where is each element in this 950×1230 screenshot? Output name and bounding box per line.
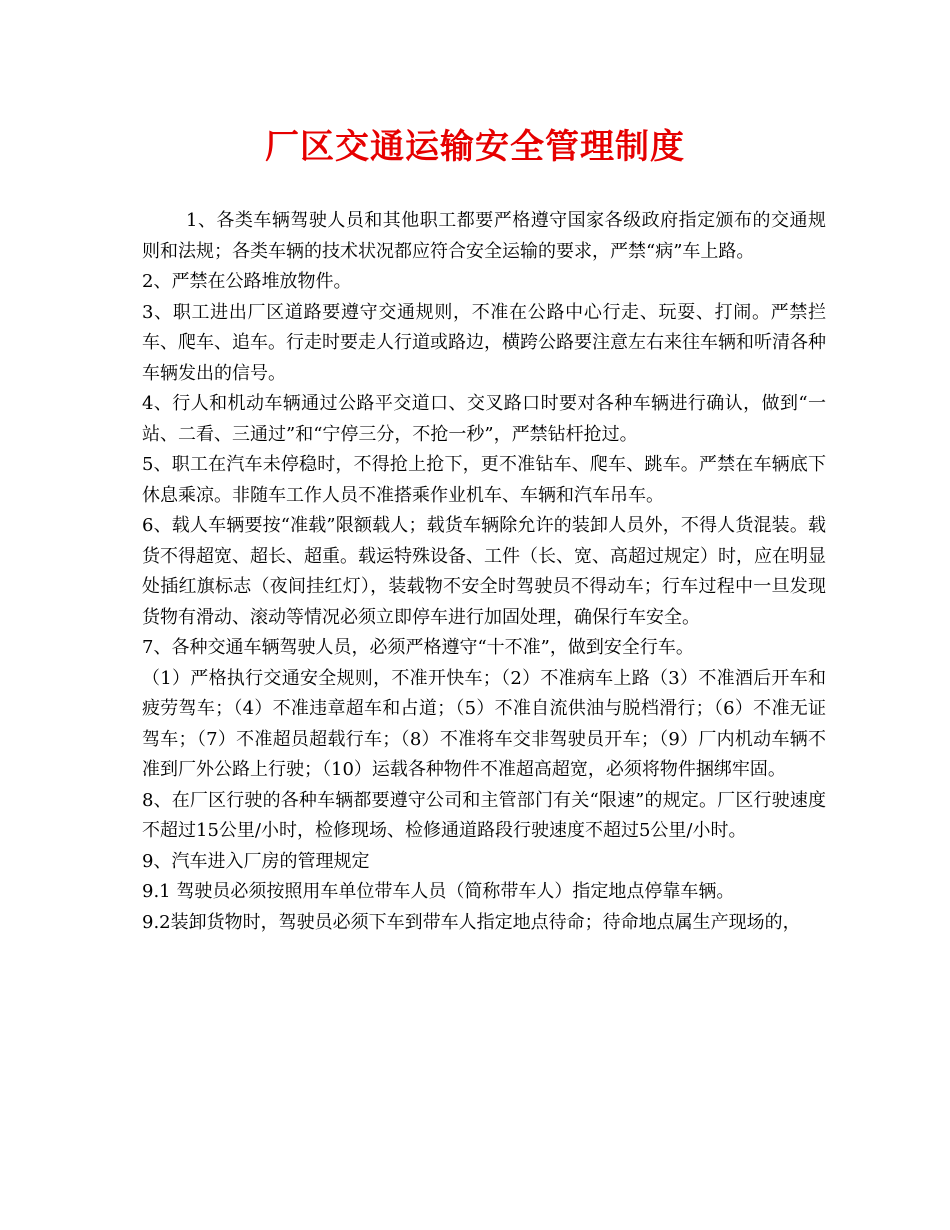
paragraph-5: 5、职工在汽车未停稳时，不得抢上抢下，更不准钻车、爬车、跳车。严禁在车辆底下休息乘凉。非随车工作人员不准搭乘作业机车、车辆和汽车吊车。: [142, 454, 826, 506]
paragraph-1: 1、各类车辆驾驶人员和其他职工都要严格遵守国家各级政府指定颁布的交通规则和法规；各类车辆的技术状况都应符合安全运输的要求，严禁“病”车上路。: [142, 210, 826, 262]
document-title: 厂区交通运输安全管理制度: [265, 127, 685, 167]
paragraph-3: 3、职工进出厂区道路要遵守交通规则，不准在公路中心行走、玩耍、打闹。严禁拦车、爬车、追车。行走时要走人行道或路边，横跨公路要注意左右来往车辆和听清各种车辆发出的信号。: [142, 301, 826, 384]
document-body: [142, 206, 826, 938]
paragraph-9-1: 9.1 驾驶员必须按照用车单位带车人员（简称带车人）指定地点停靠车辆。: [142, 881, 735, 902]
paragraph-7: 7、各种交通车辆驾驶人员，必须严格遵守“十不准”，做到安全行车。: [142, 637, 694, 658]
paragraph-6: 6、载人车辆要按“准载”限额载人；载货车辆除允许的装卸人员外，不得人货混装。载货不得超宽、超长、超重。载运特殊设备、工件（长、宽、高超过规定）时，应在明显处插红旗标志（夜间挂红灯），装载物不安全时驾驶员不得动车；行车过程中一旦发现货物有滑动、滚动等情况必须立即停车进行加固处理，确保行车安全。: [142, 515, 826, 628]
paragraph-9-2: 9.2装卸货物时，驾驶员必须下车到带车人指定地点待命；待命地点属生产现场的，: [142, 911, 801, 933]
paragraph-2: 2、严禁在公路堆放物件。: [142, 271, 352, 292]
paragraph-4: 4、行人和机动车辆通过公路平交道口、交叉路口时要对各种车辆进行确认，做到“一站、二看、三通过”和“宁停三分，不抢一秒”，严禁钻杆抢过。: [142, 393, 826, 445]
paragraph-7-rules: （1）严格执行交通安全规则，不准开快车；（2）不准病车上路（3）不准酒后开车和疲劳驾车；（4）不准违章超车和占道；（5）不准自流供油与脱档滑行；（6）不准无证驾车；（7）不准超员超载行车；（8）不准将车交非驾驶员开车；（9）厂内机动车辆不准到厂外公路上行驶；（10）运载各种物件不准超高超宽，必须将物件捆绑牢固。: [142, 667, 826, 780]
paragraph-9: 9、汽车进入厂房的管理规定: [142, 850, 370, 872]
paragraph-8: 8、在厂区行驶的各种车辆都要遵守公司和主管部门有关“限速”的规定。厂区行驶速度不超过15公里/小时，检修现场、检修通道路段行驶速度不超过5公里/小时。: [142, 789, 826, 841]
